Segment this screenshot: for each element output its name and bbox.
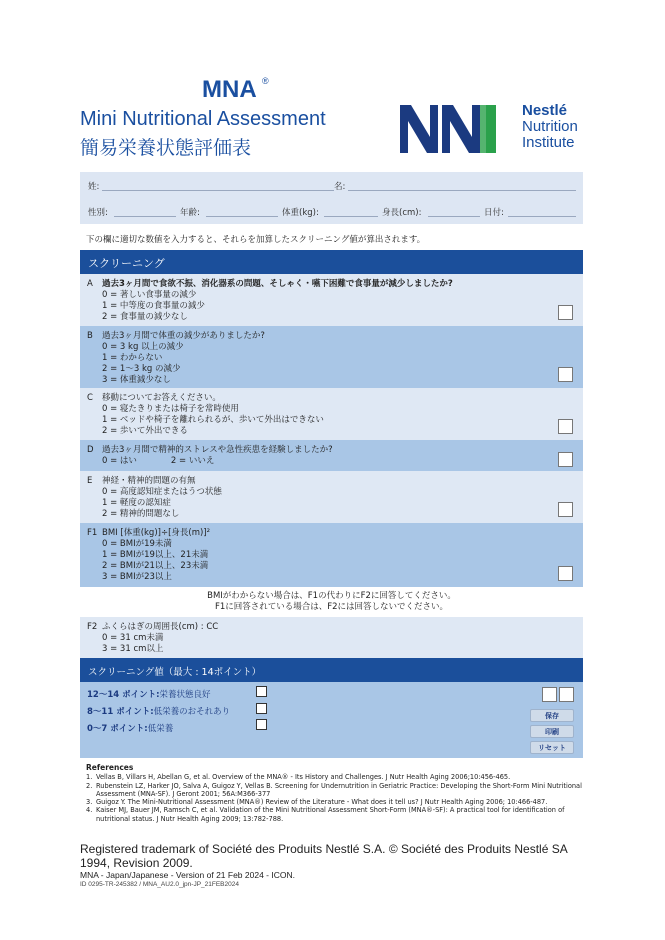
option: 3 = 31 cm以上 <box>102 644 164 654</box>
version-text: MNA - Japan/Japanese - Version of 21 Feb 2024 - ICON. <box>80 870 295 880</box>
option: 2 = BMIが21以上、23未満 <box>102 561 209 571</box>
score-input-a[interactable] <box>558 305 573 320</box>
reference-item: 4. Kaiser MJ, Bauer JM, Ramsch C, et al. Validation of the Mini Nutritional Assessment Short-Form (MNA®-SF): A practical tool for identification of nutritional status. J Nutr Health Aging 2009; 13:782-788. <box>86 806 586 823</box>
score-range-label: 低栄養のおそれあり <box>153 707 231 717</box>
question-letter: F1 <box>87 528 98 538</box>
mna-subtitle-jp: 簡易栄養状態評価表 <box>80 137 252 159</box>
score-panel <box>80 682 583 758</box>
option: 1 = BMIが19以上、21未満 <box>102 550 209 560</box>
score-range-risk <box>87 705 230 717</box>
reset-button[interactable]: リセット <box>530 741 574 754</box>
question-title: 過去3ヶ月間で食欲不振、消化器系の問題、そしゃく・嚥下困難で食事量が減少しましたか? <box>102 279 453 289</box>
option: 0 = BMIが19未満 <box>102 539 172 549</box>
question-e <box>80 471 583 523</box>
patient-info-panel <box>80 172 583 224</box>
option: 0 = 3 kg 以上の減少 <box>102 342 184 352</box>
date-label: 日付: <box>484 208 504 218</box>
reference-text: Kaiser MJ, Bauer JM, Ramsch C, et al. Validation of the Mini Nutritional Assessment Short-Form (MNA®-SF): A practical tool for identification of nutritional status. J Nutr Health Aging 2009; 13:782-788. <box>96 806 565 823</box>
option: 0 = 寝たきりまたは椅子を常時使用 <box>102 404 239 414</box>
option: 2 = 1〜3 kg の減少 <box>102 364 181 374</box>
score-range-malnourished-checkbox[interactable] <box>256 719 267 730</box>
first-name-label: 名: <box>334 182 346 192</box>
reference-item: 1. Vellas B, Villars H, Abellan G, et al. Overview of the MNA® - Its History and Challenges. J Nutr Health Aging 2006;10:456-465. <box>86 773 586 781</box>
question-f2 <box>80 617 583 658</box>
option: 3 = 体重減少なし <box>102 375 171 385</box>
score-range-normal-checkbox[interactable] <box>256 686 267 697</box>
option: 0 = はい 2 = いいえ <box>102 456 215 466</box>
save-button[interactable]: 保存 <box>530 709 574 722</box>
option: 2 = 食事量の減少なし <box>102 312 188 322</box>
last-name-label: 姓: <box>88 182 100 192</box>
question-b <box>80 326 583 388</box>
option: 0 = 著しい食事量の減少 <box>102 290 197 300</box>
question-letter: D <box>87 445 94 455</box>
option: 3 = BMIが23以上 <box>102 572 172 582</box>
registered-mark: ® <box>262 76 269 86</box>
age-label: 年齢: <box>180 208 200 218</box>
score-input-d[interactable] <box>558 452 573 467</box>
score-input-e[interactable] <box>558 502 573 517</box>
logo-text <box>522 103 578 151</box>
references <box>86 764 586 823</box>
logo-text-line-1: Nestlé <box>522 102 568 119</box>
reference-text: Rubenstein LZ, Harker JO, Salva A, Guigoz Y, Vellas B. Screening for Undernutrition in Geriatric Practice: Developing the Short-Form Mini Nutritional Assessment (MNA-SF). J Geront 2001; 56A:M366-377 <box>96 781 582 798</box>
question-title: 過去3ヶ月間で精神的ストレスや急性疾患を経験しましたか? <box>102 445 333 455</box>
option: 1 = わからない <box>102 353 163 363</box>
score-input-f1[interactable] <box>558 566 573 581</box>
score-range-normal <box>87 688 211 700</box>
option: 0 = 31 cm未満 <box>102 633 164 643</box>
question-title: 神経・精神的問題の有無 <box>102 476 196 486</box>
sex-label: 性別: <box>88 208 108 218</box>
score-range-label: 栄養状態良好 <box>159 690 211 700</box>
last-name-field[interactable] <box>102 190 334 191</box>
first-name-field[interactable] <box>348 190 576 191</box>
option: 1 = ベッドや椅子を離れられるが、歩いて外出はできない <box>102 415 324 425</box>
question-d <box>80 440 583 471</box>
references-title: References <box>86 763 134 772</box>
document-id: ID 0295-TR-245382 / MNA_AU2.0_jpn-JP_21FEB2024 <box>80 881 239 888</box>
mna-subtitle: Mini Nutritional Assessment <box>80 108 326 130</box>
mna-title: MNA <box>202 76 257 103</box>
option: 1 = 中等度の食事量の減少 <box>102 301 205 311</box>
total-score-tens[interactable] <box>542 687 557 702</box>
score-range-risk-checkbox[interactable] <box>256 703 267 714</box>
sex-field[interactable] <box>114 216 176 217</box>
print-button[interactable]: 印刷 <box>530 725 574 738</box>
question-title: ふくらはぎの周囲長(cm) : CC <box>102 622 219 632</box>
score-input-c[interactable] <box>558 419 573 434</box>
nni-logo-icon <box>400 103 518 155</box>
question-title: BMI [体重(kg)]÷[身長(m)]² <box>102 528 211 538</box>
option: 1 = 軽度の認知症 <box>102 498 171 508</box>
score-range-malnourished <box>87 722 173 734</box>
option: 0 = 高度認知症またはうつ状態 <box>102 487 222 497</box>
question-c <box>80 388 583 440</box>
score-range-label: 低栄養 <box>147 724 174 734</box>
question-letter: F2 <box>87 622 98 632</box>
logo-text-line-3: Institute <box>522 134 575 151</box>
question-title: 移動についてお答えください。 <box>102 393 221 403</box>
option: 2 = 歩いて外出できる <box>102 426 188 436</box>
age-field[interactable] <box>206 216 278 217</box>
bmi-note-line-2: F1に回答されている場合は、F2には回答しないでください。 <box>214 602 449 612</box>
nestle-nutrition-institute-logo <box>400 103 610 159</box>
screening-header: スクリーニング <box>80 250 583 274</box>
score-range-points: 8〜11 ポイント: <box>87 707 154 717</box>
reference-item: 2. Rubenstein LZ, Harker JO, Salva A, Guigoz Y, Vellas B. Screening for Undernutrition in Geriatric Practice: Developing the Short-Form Mini Nutritional Assessment (MNA-SF). J Geront 2001; 56A:M366-377 <box>86 782 586 799</box>
question-a <box>80 274 583 326</box>
question-f1 <box>80 523 583 587</box>
instructions-text: 下の欄に適切な数値を入力すると、それらを加算したスクリーニング値が算出されます。 <box>86 235 426 245</box>
reference-text: Vellas B, Villars H, Abellan G, et al. Overview of the MNA® - Its History and Challenges. J Nutr Health Aging 2006;10:456-465. <box>96 773 511 782</box>
bmi-note-line-1: BMIがわからない場合は、F1の代わりにF2に回答してください。 <box>207 591 456 601</box>
weight-field[interactable] <box>324 216 378 217</box>
question-letter: A <box>87 279 93 289</box>
score-range-points: 0〜7 ポイント: <box>87 724 148 734</box>
score-header: スクリーニング値（最大 : 14ポイント） <box>80 658 583 682</box>
question-letter: E <box>87 476 93 486</box>
height-field[interactable] <box>428 216 480 217</box>
score-range-points: 12〜14 ポイント: <box>87 690 160 700</box>
height-label: 身長(cm): <box>382 208 422 218</box>
question-letter: C <box>87 393 93 403</box>
question-title: 過去3ヶ月間で体重の減少がありましたか? <box>102 331 265 341</box>
total-score-ones[interactable] <box>559 687 574 702</box>
score-input-b[interactable] <box>558 367 573 382</box>
weight-label: 体重(kg): <box>282 208 319 218</box>
question-letter: B <box>87 331 93 341</box>
option: 2 = 精神的問題なし <box>102 509 180 519</box>
trademark-notice: Registered trademark of Société des Produits Nestlé S.A. © Société des Produits Nestlé SA 1994, Revision 2009. <box>80 842 568 870</box>
reference-item: 3. Guigoz Y. The Mini-Nutritional Assessment (MNA®) Review of the Literature - What does it tell us? J Nutr Health Aging 2006; 10:466-487. <box>86 798 586 806</box>
date-field[interactable] <box>508 216 576 217</box>
logo-text-line-2: Nutrition <box>522 118 578 135</box>
bmi-note <box>80 587 583 617</box>
reference-text: Guigoz Y. The Mini-Nutritional Assessment (MNA®) Review of the Literature - What does it tell us? J Nutr Health Aging 2006; 10:466-487. <box>96 798 548 807</box>
